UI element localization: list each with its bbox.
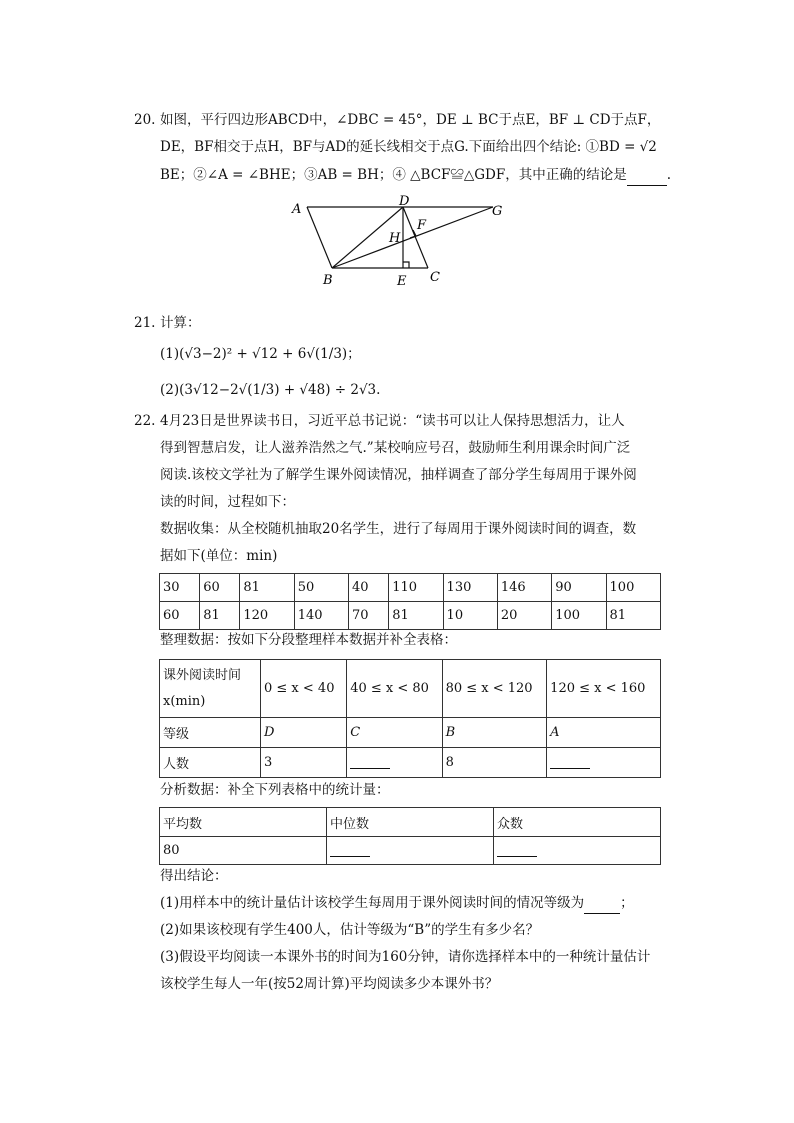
table-cell: 50 bbox=[294, 574, 348, 602]
table-header-cell: 众数 bbox=[494, 808, 661, 837]
table-cell: 60 bbox=[160, 602, 200, 630]
table-cell: 100 bbox=[552, 602, 606, 630]
right-angle-f bbox=[410, 230, 416, 238]
conclusion-title: 得出结论： bbox=[160, 868, 228, 884]
conclusion-1-text: (1)用样本中的统计量估计该校学生每周用于课外阅读时间的情况等级为 bbox=[160, 895, 585, 911]
grade-b: B bbox=[445, 725, 456, 740]
q20-line3 bbox=[160, 165, 671, 186]
table-cell: 81 bbox=[606, 602, 660, 630]
table-header-cell: 平均数 bbox=[160, 808, 327, 837]
table-header-cell: 40 ≤ x < 80 bbox=[347, 660, 442, 718]
answer-blank bbox=[550, 752, 590, 769]
table-cell: 60 bbox=[200, 574, 240, 602]
table-header-cell: 120 ≤ x < 160 bbox=[547, 660, 661, 718]
conclusion-1-end: ； bbox=[620, 895, 634, 911]
answer-blank bbox=[497, 840, 537, 857]
table-cell: 40 bbox=[349, 574, 389, 602]
q20-line2: DE，BF相交于点H，BF与AD的延长线相交于点G.下面给出四个结论: ①BD = √2 bbox=[160, 139, 657, 155]
q22-collect2: 据如下(单位：min) bbox=[160, 548, 278, 564]
table-cell: 90 bbox=[552, 574, 606, 602]
table-cell bbox=[547, 718, 661, 748]
q22-intro4: 读的时间，过程如下： bbox=[160, 494, 295, 510]
table-cell bbox=[347, 718, 442, 748]
label-c: C bbox=[430, 270, 440, 285]
label-a: A bbox=[292, 202, 302, 217]
table-cell: 120 bbox=[240, 602, 294, 630]
answer-blank bbox=[330, 840, 370, 857]
line-dc bbox=[403, 207, 428, 268]
table-row bbox=[160, 748, 661, 778]
table-cell: 70 bbox=[349, 602, 389, 630]
table-cell: 81 bbox=[240, 574, 294, 602]
analyze-title: 分析数据：补全下列表格中的统计量： bbox=[160, 782, 390, 798]
table-row bbox=[160, 660, 661, 718]
statistics-table bbox=[159, 807, 661, 865]
line-ab bbox=[307, 207, 332, 268]
table-cell: 80 bbox=[160, 837, 327, 865]
table-cell: 等级 bbox=[160, 718, 261, 748]
table-header-cell: 0 ≤ x < 40 bbox=[261, 660, 347, 718]
table-cell: 110 bbox=[389, 574, 443, 602]
q21-title: 计算： bbox=[160, 315, 201, 331]
table-row bbox=[160, 718, 661, 748]
label-g: G bbox=[492, 204, 503, 219]
label-d: D bbox=[399, 194, 410, 209]
table-cell: 10 bbox=[443, 602, 497, 630]
q22-intro2: 得到智慧启发，让人滋养浩然之气.”某校响应号召，鼓励师生利用课余时间广泛 bbox=[160, 440, 631, 456]
label-h: H bbox=[389, 231, 401, 246]
grade-a: A bbox=[550, 725, 560, 740]
table-row bbox=[160, 574, 661, 602]
conclusion-3a: (3)假设平均阅读一本课外书的时间为160分钟，请你选择样本中的一种统计量估计 bbox=[160, 949, 651, 965]
answer-blank bbox=[350, 752, 390, 769]
table-row bbox=[160, 808, 661, 837]
answer-blank bbox=[627, 165, 667, 186]
table-cell bbox=[261, 718, 347, 748]
q22-intro1: 4月23日是世界读书日，习近平总书记说：“读书可以让人保持思想活力，让人 bbox=[160, 413, 625, 429]
table-cell: 130 bbox=[443, 574, 497, 602]
table-cell bbox=[494, 837, 661, 865]
label-e: E bbox=[397, 274, 407, 289]
q20-line3-end: . bbox=[666, 167, 672, 183]
q20-line1: 如图，平行四边形ABCD中，∠DBC = 45°，DE ⊥ BC于点E，BF ⊥ CD于点F， bbox=[160, 112, 661, 128]
q22-number: 22. bbox=[134, 413, 156, 429]
frequency-table bbox=[159, 659, 661, 778]
q21-item1: (1)(√3−2)² + √12 + 6√(1/3)； bbox=[160, 346, 361, 362]
label-f: F bbox=[417, 218, 427, 233]
table-row bbox=[160, 837, 661, 865]
q20-number: 20. bbox=[134, 112, 156, 128]
conclusion-3b: 该校学生每人一年(按52周计算)平均阅读多少本课外书？ bbox=[160, 976, 499, 992]
table-cell bbox=[327, 837, 494, 865]
grade-d: D bbox=[264, 725, 275, 740]
answer-blank bbox=[584, 893, 620, 914]
table-cell: 8 bbox=[442, 748, 547, 778]
conclusion-2: (2)如果该校现有学生400人，估计等级为“B”的学生有多少名？ bbox=[160, 922, 540, 938]
table-cell: 人数 bbox=[160, 748, 261, 778]
table-header-cell: 课外阅读时间x(min) bbox=[160, 660, 261, 718]
table-header-cell: 80 ≤ x < 120 bbox=[442, 660, 547, 718]
q20-line3-text: BE；②∠A = ∠BHE；③AB = BH；④ △BCF≌△GDF，其中正确的结论是 bbox=[160, 167, 627, 183]
q22-intro3: 阅读.该校文学社为了解学生课外阅读情况，抽样调查了部分学生每周用于课外阅 bbox=[160, 467, 637, 483]
q22-collect1: 数据收集：从全校随机抽取20名学生，进行了每周用于课外阅读时间的调查，数 bbox=[160, 521, 637, 537]
table-cell: 81 bbox=[200, 602, 240, 630]
table-cell bbox=[442, 718, 547, 748]
table-cell: 30 bbox=[160, 574, 200, 602]
parallelogram-figure bbox=[288, 194, 518, 290]
table-cell: 20 bbox=[497, 602, 551, 630]
raw-data-table bbox=[159, 573, 661, 630]
right-angle-e bbox=[403, 262, 409, 268]
table-cell: 3 bbox=[261, 748, 347, 778]
table-cell: 140 bbox=[294, 602, 348, 630]
table-row bbox=[160, 602, 661, 630]
table-cell: 100 bbox=[606, 574, 660, 602]
grade-c: C bbox=[350, 725, 361, 740]
table-cell: 146 bbox=[497, 574, 551, 602]
organize-title: 整理数据：按如下分段整理样本数据并补全表格： bbox=[160, 632, 457, 648]
conclusion-1 bbox=[160, 893, 634, 914]
label-b: B bbox=[323, 273, 333, 288]
q21-item2: (2)(3√12−2√(1/3) + √48) ÷ 2√3. bbox=[160, 382, 381, 398]
table-header-cell: 中位数 bbox=[327, 808, 494, 837]
table-cell bbox=[347, 748, 442, 778]
q21-number: 21. bbox=[134, 315, 156, 331]
table-cell: 81 bbox=[389, 602, 443, 630]
table-cell bbox=[547, 748, 661, 778]
